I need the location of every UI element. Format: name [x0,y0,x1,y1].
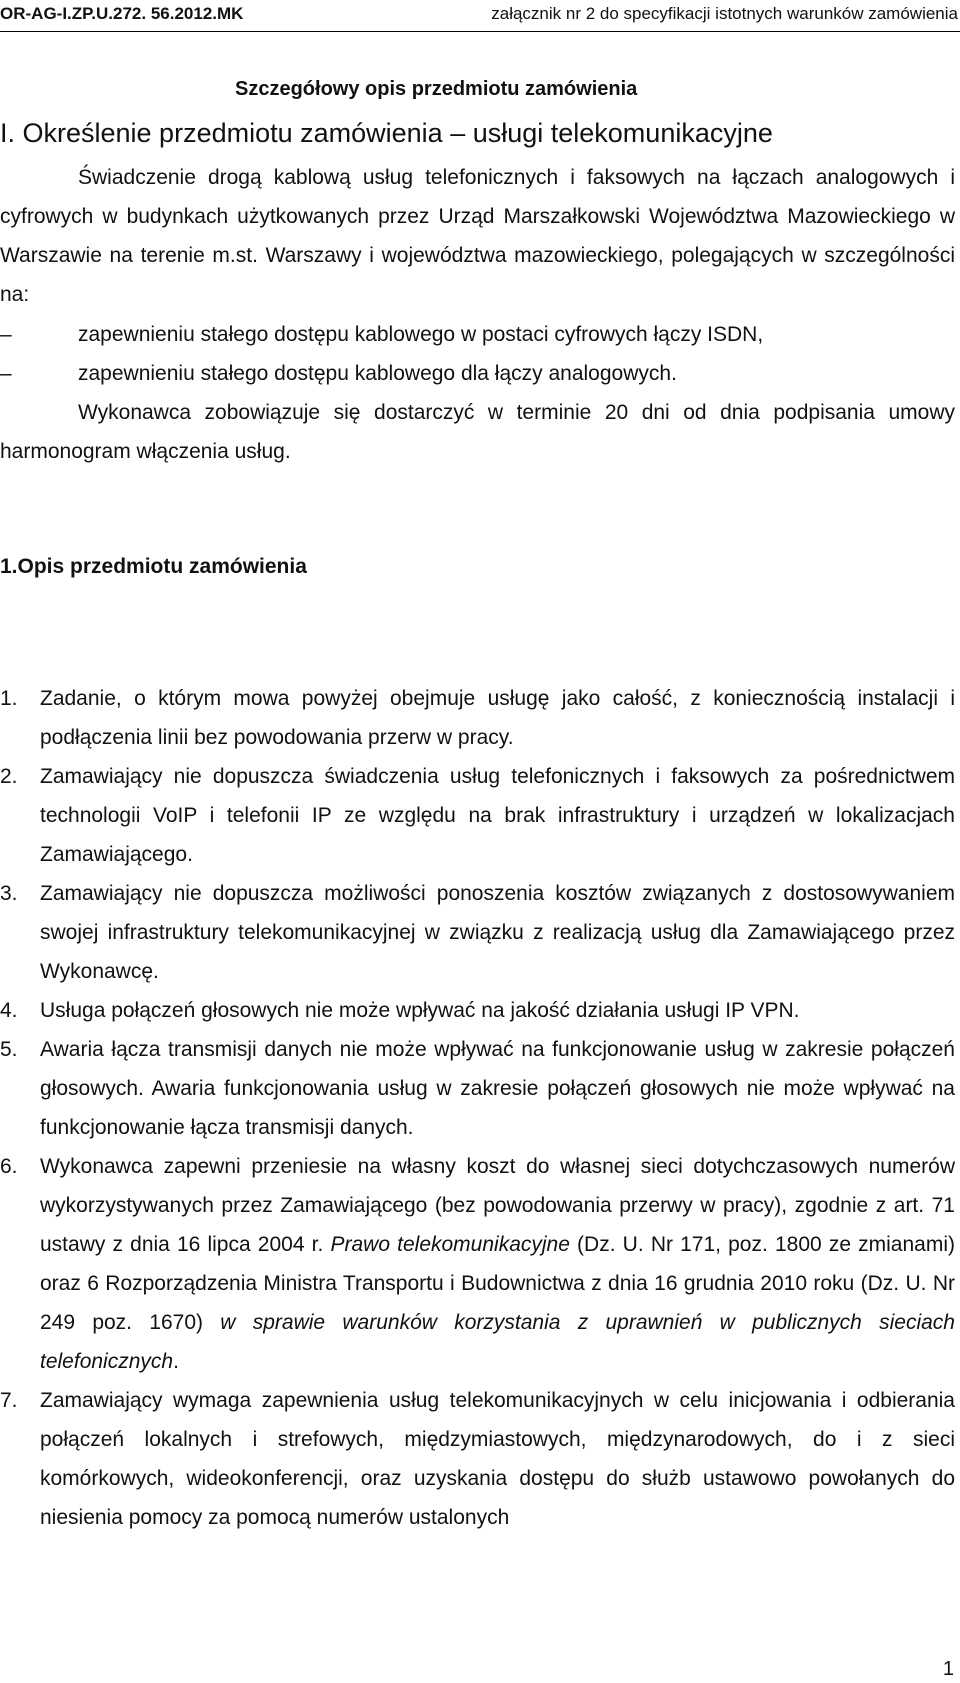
page-number: 1 [942,1658,954,1680]
bullet-item [0,315,763,354]
dash-icon: – [0,362,12,385]
document-id: OR-AG-I.ZP.U.272. 56.2012.MK [0,4,244,23]
item-text: Zamawiający nie dopuszcza możliwości ponoszenia kosztów związanych z dostosowywaniem swojej infrastruktury telekomunikacyjnej w związku z realizacją usług dla Zamawiającego przez Wykonawcę. [40,882,955,983]
bullet-text: zapewnieniu stałego dostępu kablowego w postaci cyfrowych łączy ISDN, [78,323,764,346]
item-number: 4. [0,999,18,1022]
list-item [0,757,955,874]
list-item [0,679,955,757]
item-number: 3. [0,882,18,905]
subsection-heading: 1.Opis przedmiotu zamówienia [0,555,307,578]
item-number: 1. [0,687,18,710]
item-number: 2. [0,765,18,788]
item-text: Usługa połączeń głosowych nie może wpływać na jakość działania usługi IP VPN. [40,999,800,1022]
list-item [0,991,955,1030]
intro-paragraph [0,158,955,314]
list-item [0,1381,955,1537]
item-text: . [173,1350,179,1373]
regulation-title: w sprawie warunków korzystania z uprawnień w publicznych sieciach telefonicznych [40,1311,955,1373]
page-header [0,4,960,28]
requirements-list [0,679,955,1537]
list-item [0,1147,955,1381]
bullet-item [0,354,677,393]
document-title: Szczegółowy opis przedmiotu zamówienia [235,78,638,100]
item-text: Zadanie, o którym mowa powyżej obejmuje usługę jako całość, z koniecznością instalacji i podłączenia linii bez powodowania przerw w pracy. [40,687,955,749]
section-heading: I. Określenie przedmiotu zamówienia – usługi telekomunikacyjne [0,118,773,148]
item-text: Zamawiający nie dopuszcza świadczenia usług telefonicznych i faksowych za pośrednictwem technologii VoIP i telefonii IP ze względu na brak infrastruktury i urządzeń w lokalizacjach Zamawiającego. [40,765,955,866]
bullet-text: zapewnieniu stałego dostępu kablowego dla łączy analogowych. [78,362,677,385]
list-item [0,874,955,991]
item-number: 5. [0,1038,18,1061]
list-item [0,1030,955,1147]
item-text: Zamawiający wymaga zapewnienia usług telekomunikacyjnych w celu inicjowania i odbierania połączeń lokalnych i strefowych, międzymiastowych, międzynarodowych, do i z sieci komórkowych, wideokonferencji, oraz uzyskania dostępu do służb ustawowo powołanych do niesienia pomocy za pomocą numerów ustalonych [40,1389,955,1529]
contractor-note-text: Wykonawca zobowiązuje się dostarczyć w terminie 20 dni od dnia podpisania umowy harmonogram włączenia usług. [0,401,955,463]
item-text: Awaria łącza transmisji danych nie może wpływać na funkcjonowanie usług w zakresie połączeń głosowych. Awaria funkcjonowania usług w zakresie połączeń głosowych nie może wpływać na funkcjonowanie łącza transmisji danych. [40,1038,955,1139]
item-text: (Dz. U. Nr 171, poz. 1800 ze zmianami) oraz 6 Rozporządzenia Ministra Transportu i Budownictwa z dnia 16 grudnia 2010 roku (Dz. U. Nr 249 poz. 1670) [40,1233,955,1334]
intro-text: Świadczenie drogą kablową usług telefonicznych i faksowych na łączach analogowych i cyfrowych w budynkach użytkowanych przez Urząd Marszałkowski Województwa Mazowieckiego w Warszawie na terenie m.st. Warszawy i województwa mazowieckiego, polegających w szczególności na: [0,166,955,306]
item-text: Wykonawca zapewni przeniesie na własny koszt do własnej sieci dotychczasowych numerów wykorzystywanych przez Zamawiającego (bez powodowania przerwy w pracy), zgodnie z art. 71 ustawy z dnia 16 lipca 2004 r. [40,1155,955,1256]
act-title: Prawo telekomunikacyjne [330,1233,570,1256]
item-number: 6. [0,1155,18,1178]
contractor-note [0,393,955,471]
dash-icon: – [0,323,12,346]
annex-label: załącznik nr 2 do specyfikacji istotnych warunków zamówienia [491,4,958,23]
header-divider [0,31,960,32]
item-number: 7. [0,1389,18,1412]
